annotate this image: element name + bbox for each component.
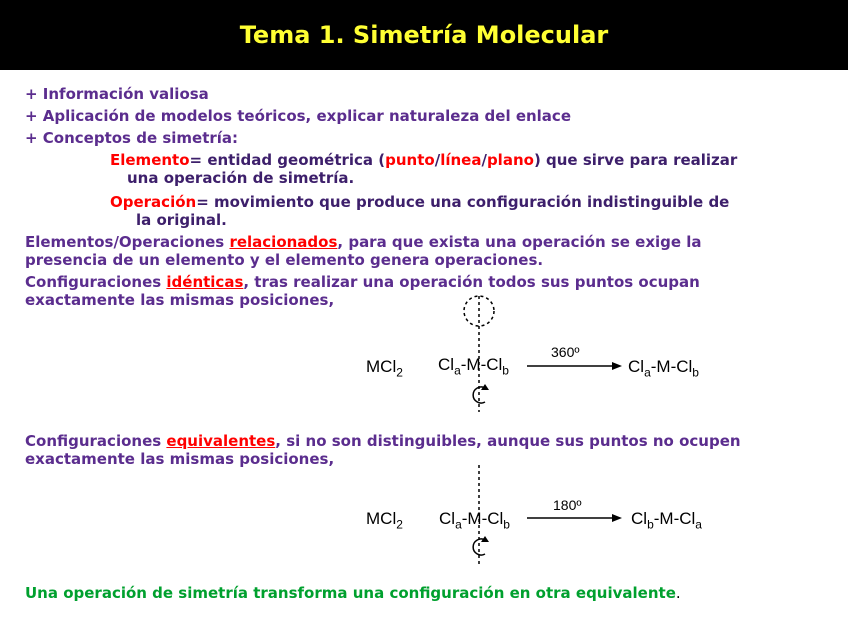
formula-mcl2: MCl$_2$ [366, 509, 403, 532]
bullet-models: + Aplicación de modelos teóricos, explicar naturaleza del enlace [25, 107, 571, 125]
conclusion-text: Una operación de simetría transforma una configuración en otra equivalente. [25, 584, 681, 602]
paragraph-relacionados: Elementos/Operaciones relacionados, para que exista una operación se exige la presencia de un elemento y el elemento genera operaciones. [25, 233, 702, 269]
formula-mcl2: MCl$_2$ [366, 357, 403, 380]
term-operacion: Operación [110, 193, 197, 211]
word-identicas: idénticas [166, 273, 244, 291]
rotation-angle: 360º [551, 344, 580, 360]
slide-title: Tema 1. Simetría Molecular [239, 21, 609, 49]
bullet-info: + Información valiosa [25, 85, 209, 103]
molecule-before: $Cl_a-M-Cl_b$ [438, 355, 509, 378]
term-elemento: Elemento [110, 151, 190, 169]
molecule-after: $Cl_b-M-Cl_a$ [631, 509, 702, 532]
word-punto: punto [385, 151, 435, 169]
rotation-angle: 180º [553, 497, 582, 513]
word-plano: plano [486, 151, 534, 169]
molecule-before: $Cl_a-M-Cl_b$ [439, 509, 510, 532]
word-equivalentes: equivalentes [166, 432, 276, 450]
definition-operacion: Operación= movimiento que produce una configuración indistinguible de la original. [110, 193, 730, 229]
definition-elemento: Elemento= entidad geométrica (punto/línea/plano) que sirve para realizar una operación de simetría. [110, 151, 738, 187]
word-relacionados: relacionados [229, 233, 338, 251]
paragraph-equivalentes: Configuraciones equivalentes, si no son distinguibles, aunque sus puntos no ocupen exactamente las mismas posiciones, [25, 432, 741, 468]
paragraph-identicas: Configuraciones idénticas, tras realizar una operación todos sus puntos ocupan exactamente las mismas posiciones, [25, 273, 700, 309]
bullet-concepts: + Conceptos de simetría: [25, 129, 239, 147]
molecule-after: $Cl_a-M-Cl_b$ [628, 357, 699, 380]
word-linea: línea [440, 151, 482, 169]
slide-conclusion [25, 584, 822, 602]
